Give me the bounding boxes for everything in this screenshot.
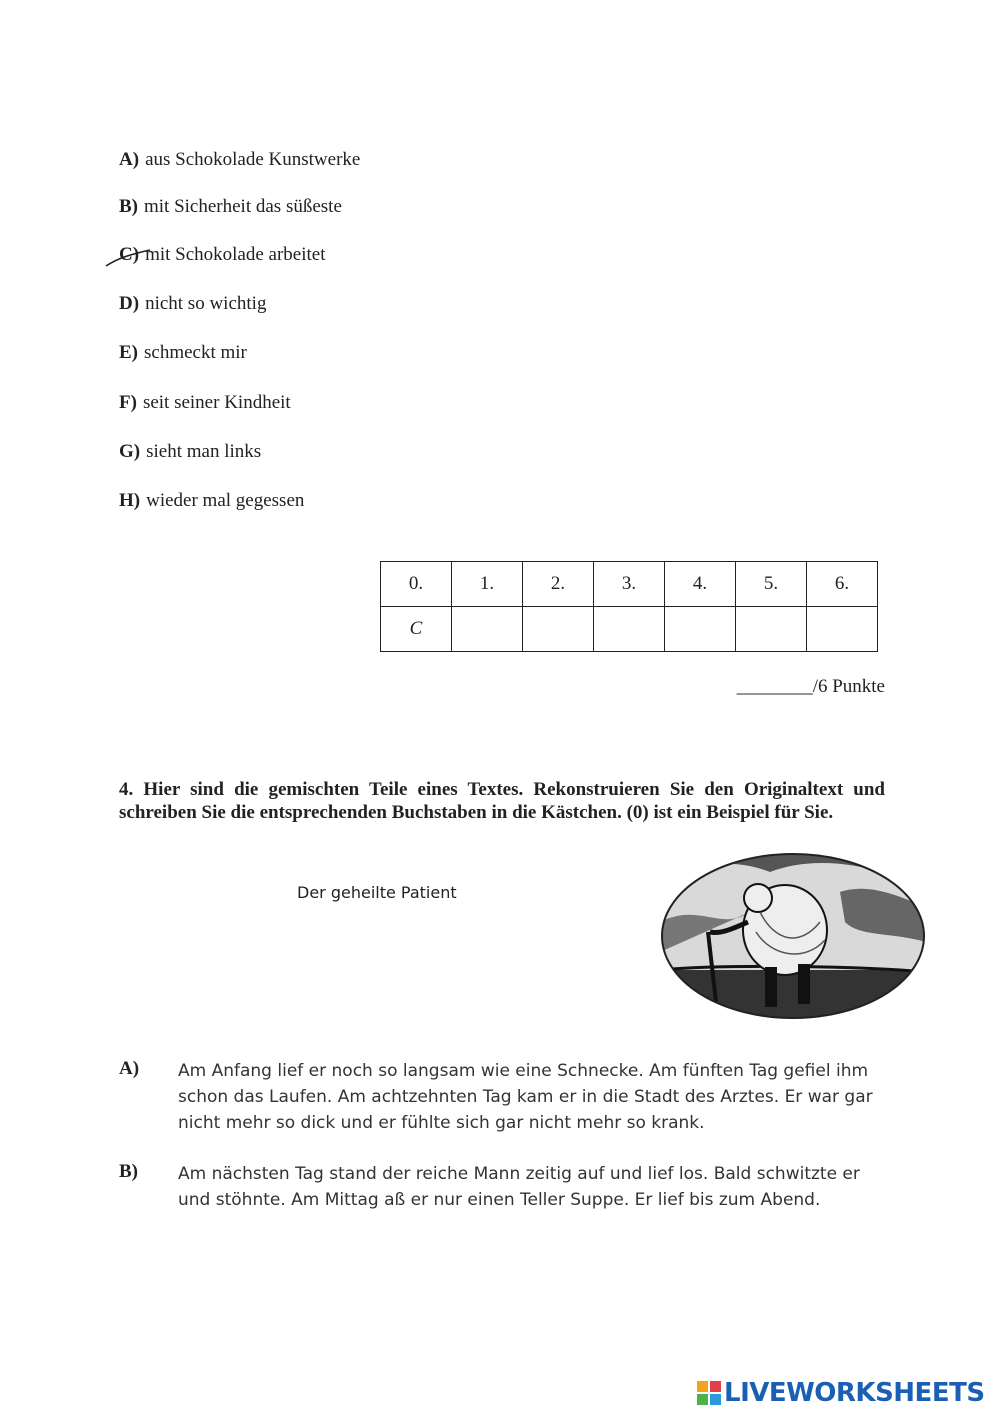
score-line: ________/6 Punkte (736, 676, 885, 697)
story-title: Der geheilte Patient (297, 883, 457, 902)
option-letter: G) (119, 441, 141, 462)
answer-table (380, 561, 878, 652)
logo-text: LIVEWORKSHEETS (724, 1378, 985, 1408)
logo-blocks-icon (697, 1381, 721, 1405)
answer-cell-2[interactable] (523, 607, 594, 652)
task-4-instruction: 4. Hier sind die gemischten Teile eines Textes. Rekonstruieren Sie den Originaltext und schreiben Sie die entsprechenden Buchstaben in die Kästchen. (0) ist ein Beispiel für Sie. (119, 779, 885, 823)
answer-cell-3[interactable] (594, 607, 665, 652)
answer-table-answer-row (381, 607, 878, 652)
header-cell: 1. (452, 562, 523, 607)
header-cell: 3. (594, 562, 665, 607)
option-text: seit seiner Kindheit (142, 392, 291, 413)
option-b (119, 195, 342, 219)
option-text: aus Schokolade Kunstwerke (145, 149, 361, 170)
answer-table-header-row (381, 562, 878, 607)
option-a (119, 148, 360, 172)
option-letter: C) (119, 244, 140, 265)
option-text: mit Schokolade arbeitet (145, 244, 326, 265)
option-d (119, 292, 266, 316)
paragraph-label: A) (119, 1058, 140, 1079)
option-h (119, 489, 304, 513)
answer-cell-example: C (381, 607, 452, 652)
paragraph-text: Am Anfang lief er noch so langsam wie eine Schnecke. Am fünften Tag gefiel ihm schon das Laufen. Am achtzehnten Tag kam er in die Stadt des Arztes. Er war gar nicht mehr so dick und er fühlte sich gar nicht mehr so krank. (178, 1061, 873, 1133)
liveworksheets-logo (697, 1378, 985, 1408)
header-cell: 6. (807, 562, 878, 607)
answer-cell-5[interactable] (736, 607, 807, 652)
option-letter: H) (119, 490, 141, 511)
paragraph-text: Am nächsten Tag stand der reiche Mann zeitig auf und lief los. Bald schwitzte er und stöhnte. Am Mittag aß er nur einen Teller Suppe. Er lief bis zum Abend. (178, 1164, 860, 1210)
option-letter: A) (119, 149, 140, 170)
answer-cell-1[interactable] (452, 607, 523, 652)
option-c (119, 243, 326, 267)
paragraph-b (119, 1161, 885, 1213)
option-text: mit Sicherheit das süßeste (144, 196, 342, 217)
option-f (119, 391, 291, 415)
option-letter: F) (119, 392, 137, 413)
header-cell: 4. (665, 562, 736, 607)
option-letter: B) (119, 196, 138, 217)
option-e (119, 341, 247, 365)
option-text: schmeckt mir (144, 342, 247, 363)
answer-cell-4[interactable] (665, 607, 736, 652)
paragraph-a (119, 1058, 885, 1136)
option-g (119, 440, 261, 464)
option-text: nicht so wichtig (145, 293, 267, 314)
header-cell: 5. (736, 562, 807, 607)
paragraph-label: B) (119, 1161, 138, 1182)
option-letter: D) (119, 293, 140, 314)
header-cell: 0. (381, 562, 452, 607)
answer-cell-6[interactable] (807, 607, 878, 652)
option-text: wieder mal gegessen (146, 490, 305, 511)
option-text: sieht man links (146, 441, 262, 462)
patient-illustration (660, 852, 926, 1020)
header-cell: 2. (523, 562, 594, 607)
option-letter: E) (119, 342, 138, 363)
